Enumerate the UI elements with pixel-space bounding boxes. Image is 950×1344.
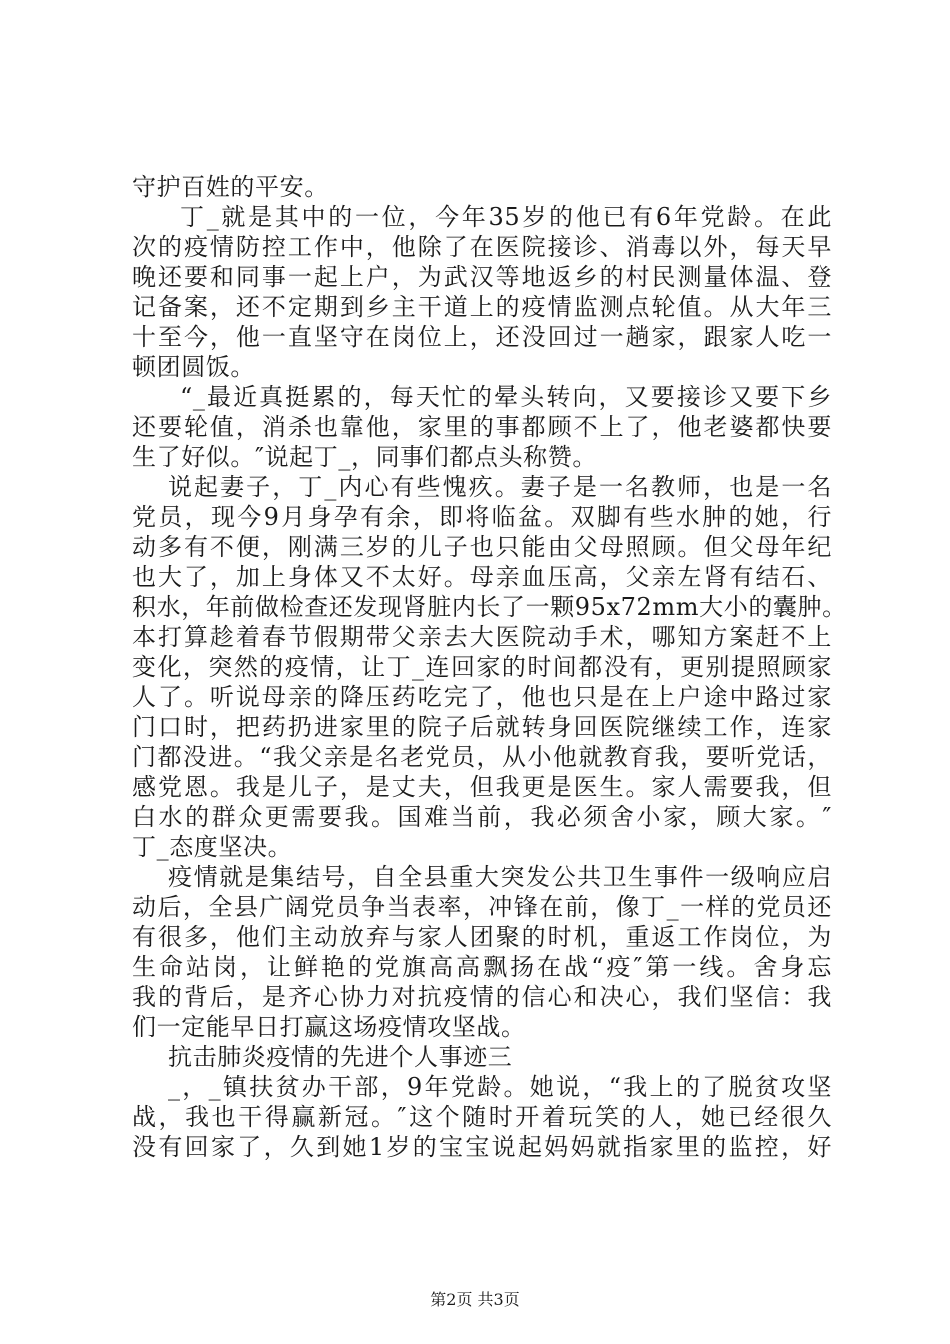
text-line: 丁_态度坚决。: [132, 833, 293, 861]
text-line: 感党恩。我是儿子，是丈夫，但我更是医生。家人需要我，但: [132, 773, 832, 801]
text-line: 积水，年前做检查还发现肾脏内长了一颗95x72mm大小的囊肿。: [132, 593, 847, 621]
text-line: 也大了，加上身体又不太好。母亲血压高，父亲左肾有结石、: [132, 563, 832, 591]
text-line: 动后，全县广阔党员争当表率，冲锋在前，像丁_一样的党员还: [132, 893, 832, 921]
text-line: 晚还要和同事一起上户，为武汉等地返乡的村民测量体温、登: [132, 263, 832, 291]
text-line: 有很多，他们主动放弃与家人团聚的时机，重返工作岗位，为: [132, 923, 832, 951]
text-line: 门都没进。“我父亲是名老党员，从小他就教育我，要听党话，: [132, 743, 832, 771]
text-line: 党员，现今9月身孕有余，即将临盆。双脚有些水肿的她，行: [132, 503, 832, 531]
document-body: [132, 172, 847, 1162]
text-line: 丁_就是其中的一位，今年35岁的他已有6年党龄。在此: [180, 203, 832, 231]
text-line: 生了好似。″说起丁_，同事们都点头称赞。: [132, 443, 597, 471]
text-line: 抗击肺炎疫情的先进个人事迹三: [168, 1043, 513, 1071]
page-footer: [0, 1290, 950, 1310]
text-line: 动多有不便，刚满三岁的儿子也只能由父母照顾。但父母年纪: [132, 533, 832, 561]
text-line: 人了。听说母亲的降压药吃完了，他也只是在上户途中路过家: [132, 683, 832, 711]
text-line: 十至今，他一直坚守在岗位上，还没回过一趟家，跟家人吃一: [132, 323, 832, 351]
text-line: _，_镇扶贫办干部，9年党龄。她说，“我上的了脱贫攻坚: [168, 1073, 832, 1101]
text-line: 记备案，还不定期到乡主干道上的疫情监测点轮值。从大年三: [132, 293, 832, 321]
text-line: 守护百姓的平安。: [132, 173, 329, 201]
text-line: 顿团圆饭。: [132, 353, 255, 381]
text-line: 战，我也干得赢新冠。″这个随时开着玩笑的人，她已经很久: [132, 1103, 832, 1131]
text-line: “_最近真挺累的，每天忙的晕头转向，又要接诊又要下乡: [180, 383, 832, 411]
text-line: 生命站岗，让鲜艳的党旗高高飘扬在战“疫″第一线。舍身忘: [132, 953, 832, 981]
text-line: 们一定能早日打赢这场疫情攻坚战。: [132, 1013, 526, 1041]
text-line: 疫情就是集结号，自全县重大突发公共卫生事件一级响应启: [168, 863, 832, 891]
text-line: 本打算趁着春节假期带父亲去大医院动手术，哪知方案赶不上: [132, 623, 832, 651]
text-line: 说起妻子，丁_内心有些愧疚。妻子是一名教师，也是一名: [168, 473, 832, 501]
text-line: 次的疫情防控工作中，他除了在医院接诊、消毒以外，每天早: [132, 233, 832, 261]
text-line: 变化，突然的疫情，让丁_连回家的时间都没有，更别提照顾家: [132, 653, 832, 681]
text-line: 还要轮值，消杀也靠他，家里的事都顾不上了，他老婆都快要: [132, 413, 832, 441]
page-number-label: 第2页 共3页: [430, 1290, 520, 1309]
text-line: 白水的群众更需要我。国难当前，我必须舍小家，顾大家。″: [132, 803, 832, 831]
text-line: 我的背后，是齐心协力对抗疫情的信心和决心，我们坚信：我: [132, 983, 832, 1011]
text-line: 门口时，把药扔进家里的院子后就转身回医院继续工作，连家: [132, 713, 832, 741]
text-line: 没有回家了，久到她1岁的宝宝说起妈妈就指家里的监控，好: [132, 1133, 832, 1161]
